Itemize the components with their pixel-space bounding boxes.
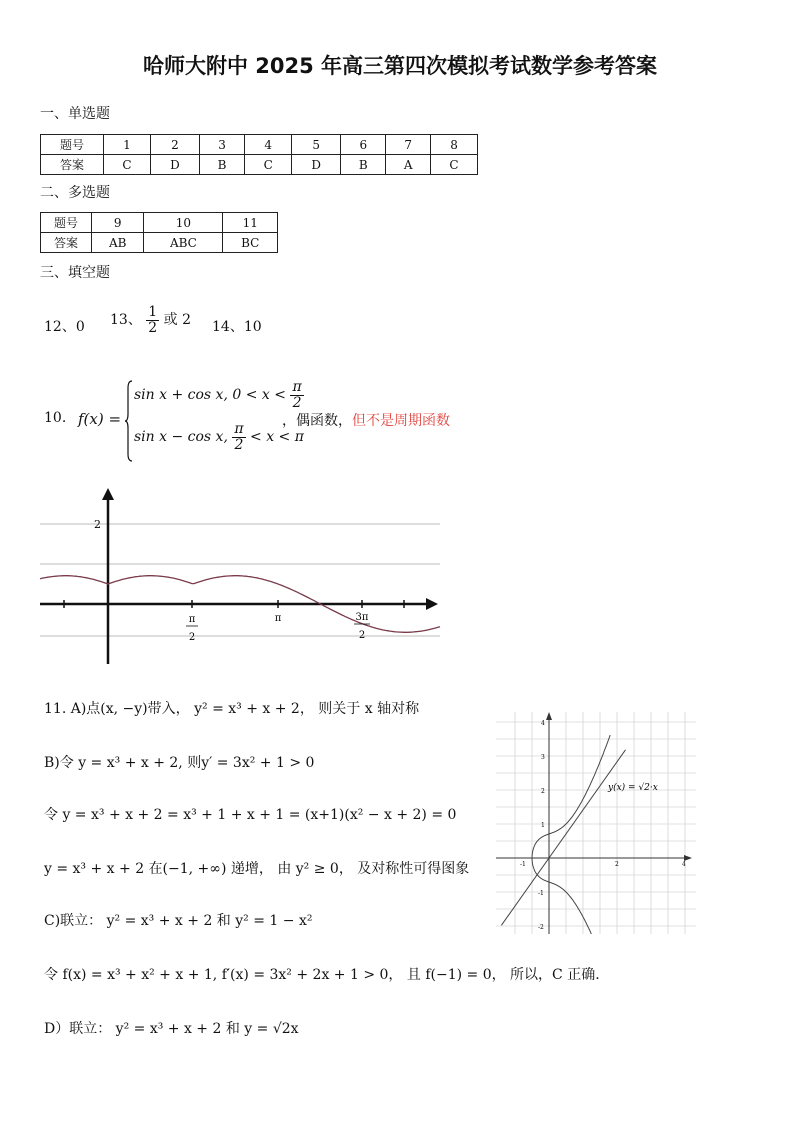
y-axis-arrow-icon: [546, 712, 552, 720]
q10-comment: [282, 410, 450, 430]
q10-case2: [134, 422, 304, 452]
x-tick-label: 4: [682, 861, 686, 868]
y-tick-label: -1: [538, 890, 544, 897]
table-cell: B: [199, 155, 244, 175]
y-tick-label: 2: [94, 518, 101, 531]
q10-even: ，偶函数，: [282, 413, 352, 429]
table-cell: A: [386, 155, 431, 175]
y-axis-arrow-icon: [102, 488, 114, 500]
table-cell: 2: [150, 135, 199, 155]
q11-part-d: D）联立： y² = x³ + x + 2 和 y = √2x: [44, 1021, 299, 1037]
q11-part-b: B)令 y = x³ + x + 2, 则y′ = 3x² + 1 > 0: [44, 755, 315, 771]
header-label: 题号: [41, 213, 92, 233]
table-cell: 1: [104, 135, 151, 155]
table-cell: C: [245, 155, 292, 175]
page-title: 哈师大附中 2025 年高三第四次模拟考试数学参考答案: [142, 54, 658, 78]
section-multi-choice: 二、多选题: [40, 185, 110, 201]
q13-numerator: 1: [148, 304, 158, 320]
q13-suffix: 或 2: [163, 312, 192, 329]
q13-prefix: 13、: [110, 312, 142, 329]
q10-not-periodic: 但不是周期函数: [352, 413, 450, 429]
table-cell: 5: [292, 135, 341, 155]
section-fill-blank: 三、填空题: [40, 265, 110, 281]
y-tick-label: 2: [541, 788, 545, 795]
table-cell: D: [292, 155, 341, 175]
answer-q14: 14、10: [212, 319, 262, 335]
table-cell: 3: [199, 135, 244, 155]
header-label: 题号: [41, 135, 104, 155]
table-cell: B: [341, 155, 386, 175]
grid: [496, 712, 696, 934]
q10-case2-num: π: [234, 421, 244, 437]
q10-case1-text: sin x + cos x, 0 < x <: [134, 387, 286, 404]
table-cell: D: [150, 155, 199, 175]
q11-curve-graph: [496, 712, 696, 934]
q13-fraction: [146, 305, 159, 335]
table-row: [41, 233, 278, 253]
table-cell: 10: [144, 213, 223, 233]
line-label: y(x) = √2·x: [608, 783, 658, 793]
q10-case2-fraction: [232, 422, 245, 452]
multi-choice-table: [40, 212, 278, 253]
q10-case1-fraction: [290, 380, 303, 410]
q11-part-b2: 令 y = x³ + x + 2 = x³ + 1 + x + 1 = (x+1)(x² − x + 2) = 0: [44, 807, 457, 823]
q11-part-c: C)联立： y² = x³ + x + 2 和 y² = 1 − x²: [44, 913, 313, 929]
q10-case1: [134, 380, 304, 410]
y-tick-label: 1: [541, 822, 545, 829]
answer-q13: [110, 305, 191, 335]
pi-half-den: 2: [188, 632, 196, 643]
table-cell: 9: [92, 213, 144, 233]
table-row: [41, 213, 278, 233]
line-sqrt2x: [501, 750, 625, 926]
q10-case1-den: 2: [292, 394, 302, 411]
table-cell: 11: [223, 213, 278, 233]
table-cell: 7: [386, 135, 431, 155]
table-row: [41, 155, 478, 175]
pi-label: π: [274, 613, 282, 624]
q11-part-a: 11. A)点(x, −y)带入， y² = x³ + x + 2， 则关于 x 轴对称: [44, 701, 420, 717]
three-pi-half-den: 2: [358, 630, 366, 641]
three-pi-half-num: 3π: [355, 612, 369, 623]
q13-denominator: 2: [148, 319, 158, 336]
x-tick-label: 2: [615, 861, 619, 868]
q11-part-c2: 令 f(x) = x³ + x² + x + 1, f′(x) = 3x² + 2x + 1 > 0， 且 f(−1) = 0， 所以，C 正确.: [44, 967, 600, 983]
single-choice-table: [40, 134, 478, 175]
q10-case2-den: 2: [234, 436, 244, 453]
table-cell: BC: [223, 233, 278, 253]
answer-q12: 12、0: [44, 319, 85, 335]
section-single-choice: 一、单选题: [40, 106, 110, 122]
table-cell: C: [431, 155, 478, 175]
table-cell: 8: [431, 135, 478, 155]
q10-label: 10.: [44, 410, 67, 426]
answer-label: 答案: [41, 233, 92, 253]
q10-fx: f(x) =: [78, 410, 122, 428]
q10-case2-post: < x < π: [250, 429, 304, 446]
q10-case1-num: π: [292, 379, 302, 395]
x-axis-arrow-icon: [426, 598, 438, 610]
x-tick-label: -1: [520, 861, 526, 868]
y-tick-label: 3: [541, 754, 545, 761]
table-row: [41, 135, 478, 155]
table-cell: C: [104, 155, 151, 175]
table-cell: AB: [92, 233, 144, 253]
brace-icon: [125, 380, 133, 462]
q11-part-b3: y = x³ + x + 2 在(−1, +∞) 递增， 由 y² ≥ 0， 及对称性可得图象: [44, 861, 470, 877]
table-cell: 6: [341, 135, 386, 155]
pi-half-num: π: [188, 614, 196, 625]
y-tick-label: 4: [541, 720, 545, 727]
table-cell: 4: [245, 135, 292, 155]
q10-function-graph: [40, 488, 442, 664]
q10-case2-pre: sin x − cos x,: [134, 429, 228, 446]
y-tick-label: -2: [538, 924, 544, 931]
table-cell: ABC: [144, 233, 223, 253]
answer-label: 答案: [41, 155, 104, 175]
